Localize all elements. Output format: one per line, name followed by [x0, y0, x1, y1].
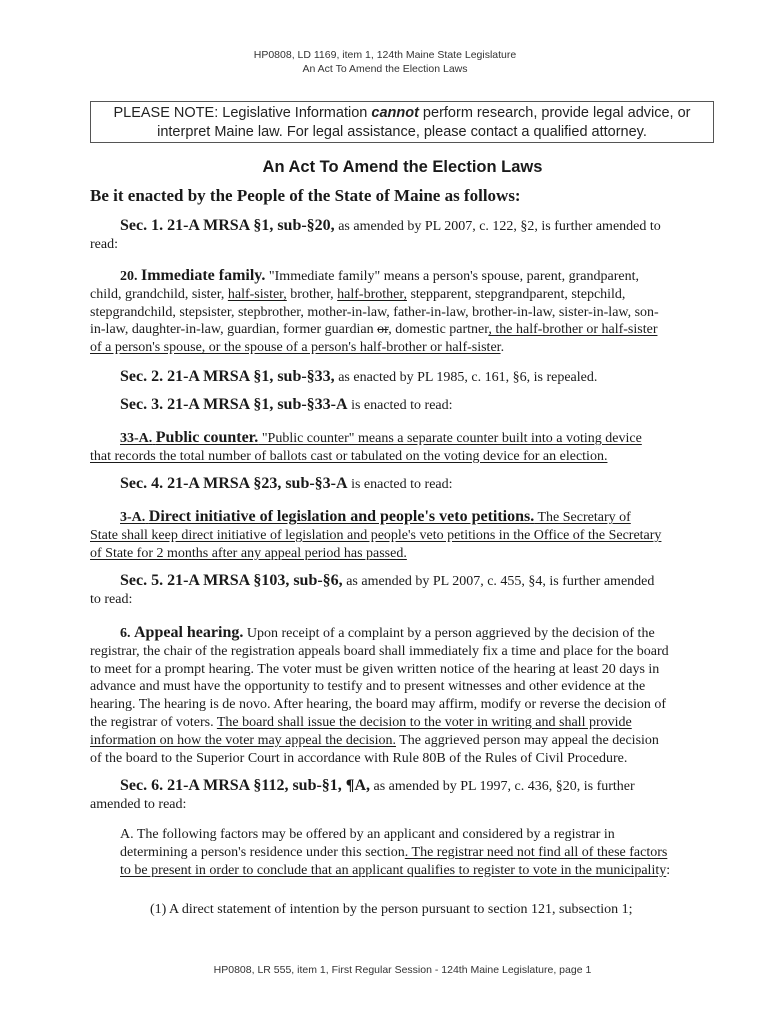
subsection-3-a: 3-A. Direct initiative of legislation and people's veto petitions. The Secretary of State shall keep direct initiative of legislation and people's veto petitions in the Office of the Secretary of State for 2 months after any appeal period has passed. — [90, 508, 662, 561]
section-6-heading: Sec. 6. 21-A MRSA §112, sub-§1, ¶A, — [120, 777, 370, 794]
enacting-clause: Be it enacted by the People of the State of Maine as follows: — [90, 186, 521, 205]
inserted-text: , the half-brother or half-sister — [488, 322, 658, 338]
section-1-heading: Sec. 1. 21-A MRSA §1, sub-§20, — [120, 217, 335, 234]
section-2-heading: Sec. 2. 21-A MRSA §1, sub-§33, — [120, 368, 335, 385]
running-header-line-2: An Act To Amend the Election Laws — [302, 63, 468, 75]
legal-notice-box: PLEASE NOTE: Legislative Information cannot perform research, provide legal advice, or interpret Maine law. For legal assistance, please contact a qualified attorney. — [90, 101, 714, 143]
subsection-20-heading: Immediate family. — [141, 267, 266, 284]
section-3: Sec. 3. 21-A MRSA §1, sub-§33-A is enacted to read: — [120, 396, 453, 413]
subsection-3-a-heading: Direct initiative of legislation and people's veto petitions. — [148, 508, 535, 525]
section-4: Sec. 4. 21-A MRSA §23, sub-§3-A is enacted to read: — [120, 475, 453, 492]
deleted-text: or — [377, 322, 389, 338]
subsection-20: 20. Immediate family. "Immediate family" means a person's spouse, parent, grandparent, child, grandchild, sister, half-sister, brother, half-brother, stepparent, stepgrandparent, stepchild, stepgrandchild, stepsister, stepbrother, mother-in-law, father-in-law, brother-in-law, sister-in-law, son- in-law, daughter-in-law, guardian, former guardian or, domestic partner, the half-brother or half-sister of a person's spouse, or the spouse of a person's half-brother or half-sister. — [90, 267, 659, 356]
subsection-6: 6. Appeal hearing. Upon receipt of a complaint by a person aggrieved by the decision of the registrar, the chair of the registration appeals board shall immediately fix a time and place for the board to meet for a prompt hearing. The voter must be given written notice of the hearing at least 20 days in advance and must have the opportunity to testify and to present witnesses and other evidence at the hearing. The hearing is de novo. After hearing, the board may affirm, modify or reverse the decision of the registrar of voters. The board shall issue the decision to the voter in writing and shall provide information on how the voter may appeal the decision. The aggrieved person may appeal the decision of the board to the Superior Court in accordance with Rule 80B of the Rules of Civil Procedure. — [90, 624, 669, 766]
subparagraph-1: (1) A direct statement of intention by the person pursuant to section 121, subsection 1; — [150, 902, 633, 917]
section-5: Sec. 5. 21-A MRSA §103, sub-§6, as amended by PL 2007, c. 455, §4, is further amended to read: — [90, 572, 655, 607]
section-2: Sec. 2. 21-A MRSA §1, sub-§33, as enacted by PL 1985, c. 161, §6, is repealed. — [120, 368, 598, 385]
section-4-heading: Sec. 4. 21-A MRSA §23, sub-§3-A — [120, 475, 348, 492]
running-header-line-1: HP0808, LD 1169, item 1, 124th Maine State Legislature — [253, 49, 517, 61]
document-title: An Act To Amend the Election Laws — [262, 158, 543, 176]
section-5-heading: Sec. 5. 21-A MRSA §103, sub-§6, — [120, 572, 343, 589]
section-6: Sec. 6. 21-A MRSA §112, sub-§1, ¶A, as amended by PL 1997, c. 436, §20, is further amended to read: — [90, 777, 635, 812]
subsection-33-a: 33-A. Public counter. "Public counter" means a separate counter built into a voting device that records the total number of ballots cast or tabulated on the voting device for an election. — [90, 429, 642, 464]
paragraph-a: A. The following factors may be offered by an applicant and considered by a registrar in determining a person's residence under this section. The registrar need not find all of these factors to be present in order to conclude that an applicant qualifies to register to vote in the municipality: — [120, 827, 671, 878]
notice-emphasis: cannot — [371, 105, 419, 121]
subsection-6-heading: Appeal hearing. — [134, 624, 244, 641]
section-1: Sec. 1. 21-A MRSA §1, sub-§20, as amended by PL 2007, c. 122, §2, is further amended to read: — [90, 217, 661, 252]
page-footer: HP0808, LR 555, item 1, First Regular Session - 124th Maine Legislature, page 1 — [213, 964, 592, 976]
subsection-33-a-heading: Public counter. — [155, 429, 259, 446]
section-3-heading: Sec. 3. 21-A MRSA §1, sub-§33-A — [120, 396, 348, 413]
